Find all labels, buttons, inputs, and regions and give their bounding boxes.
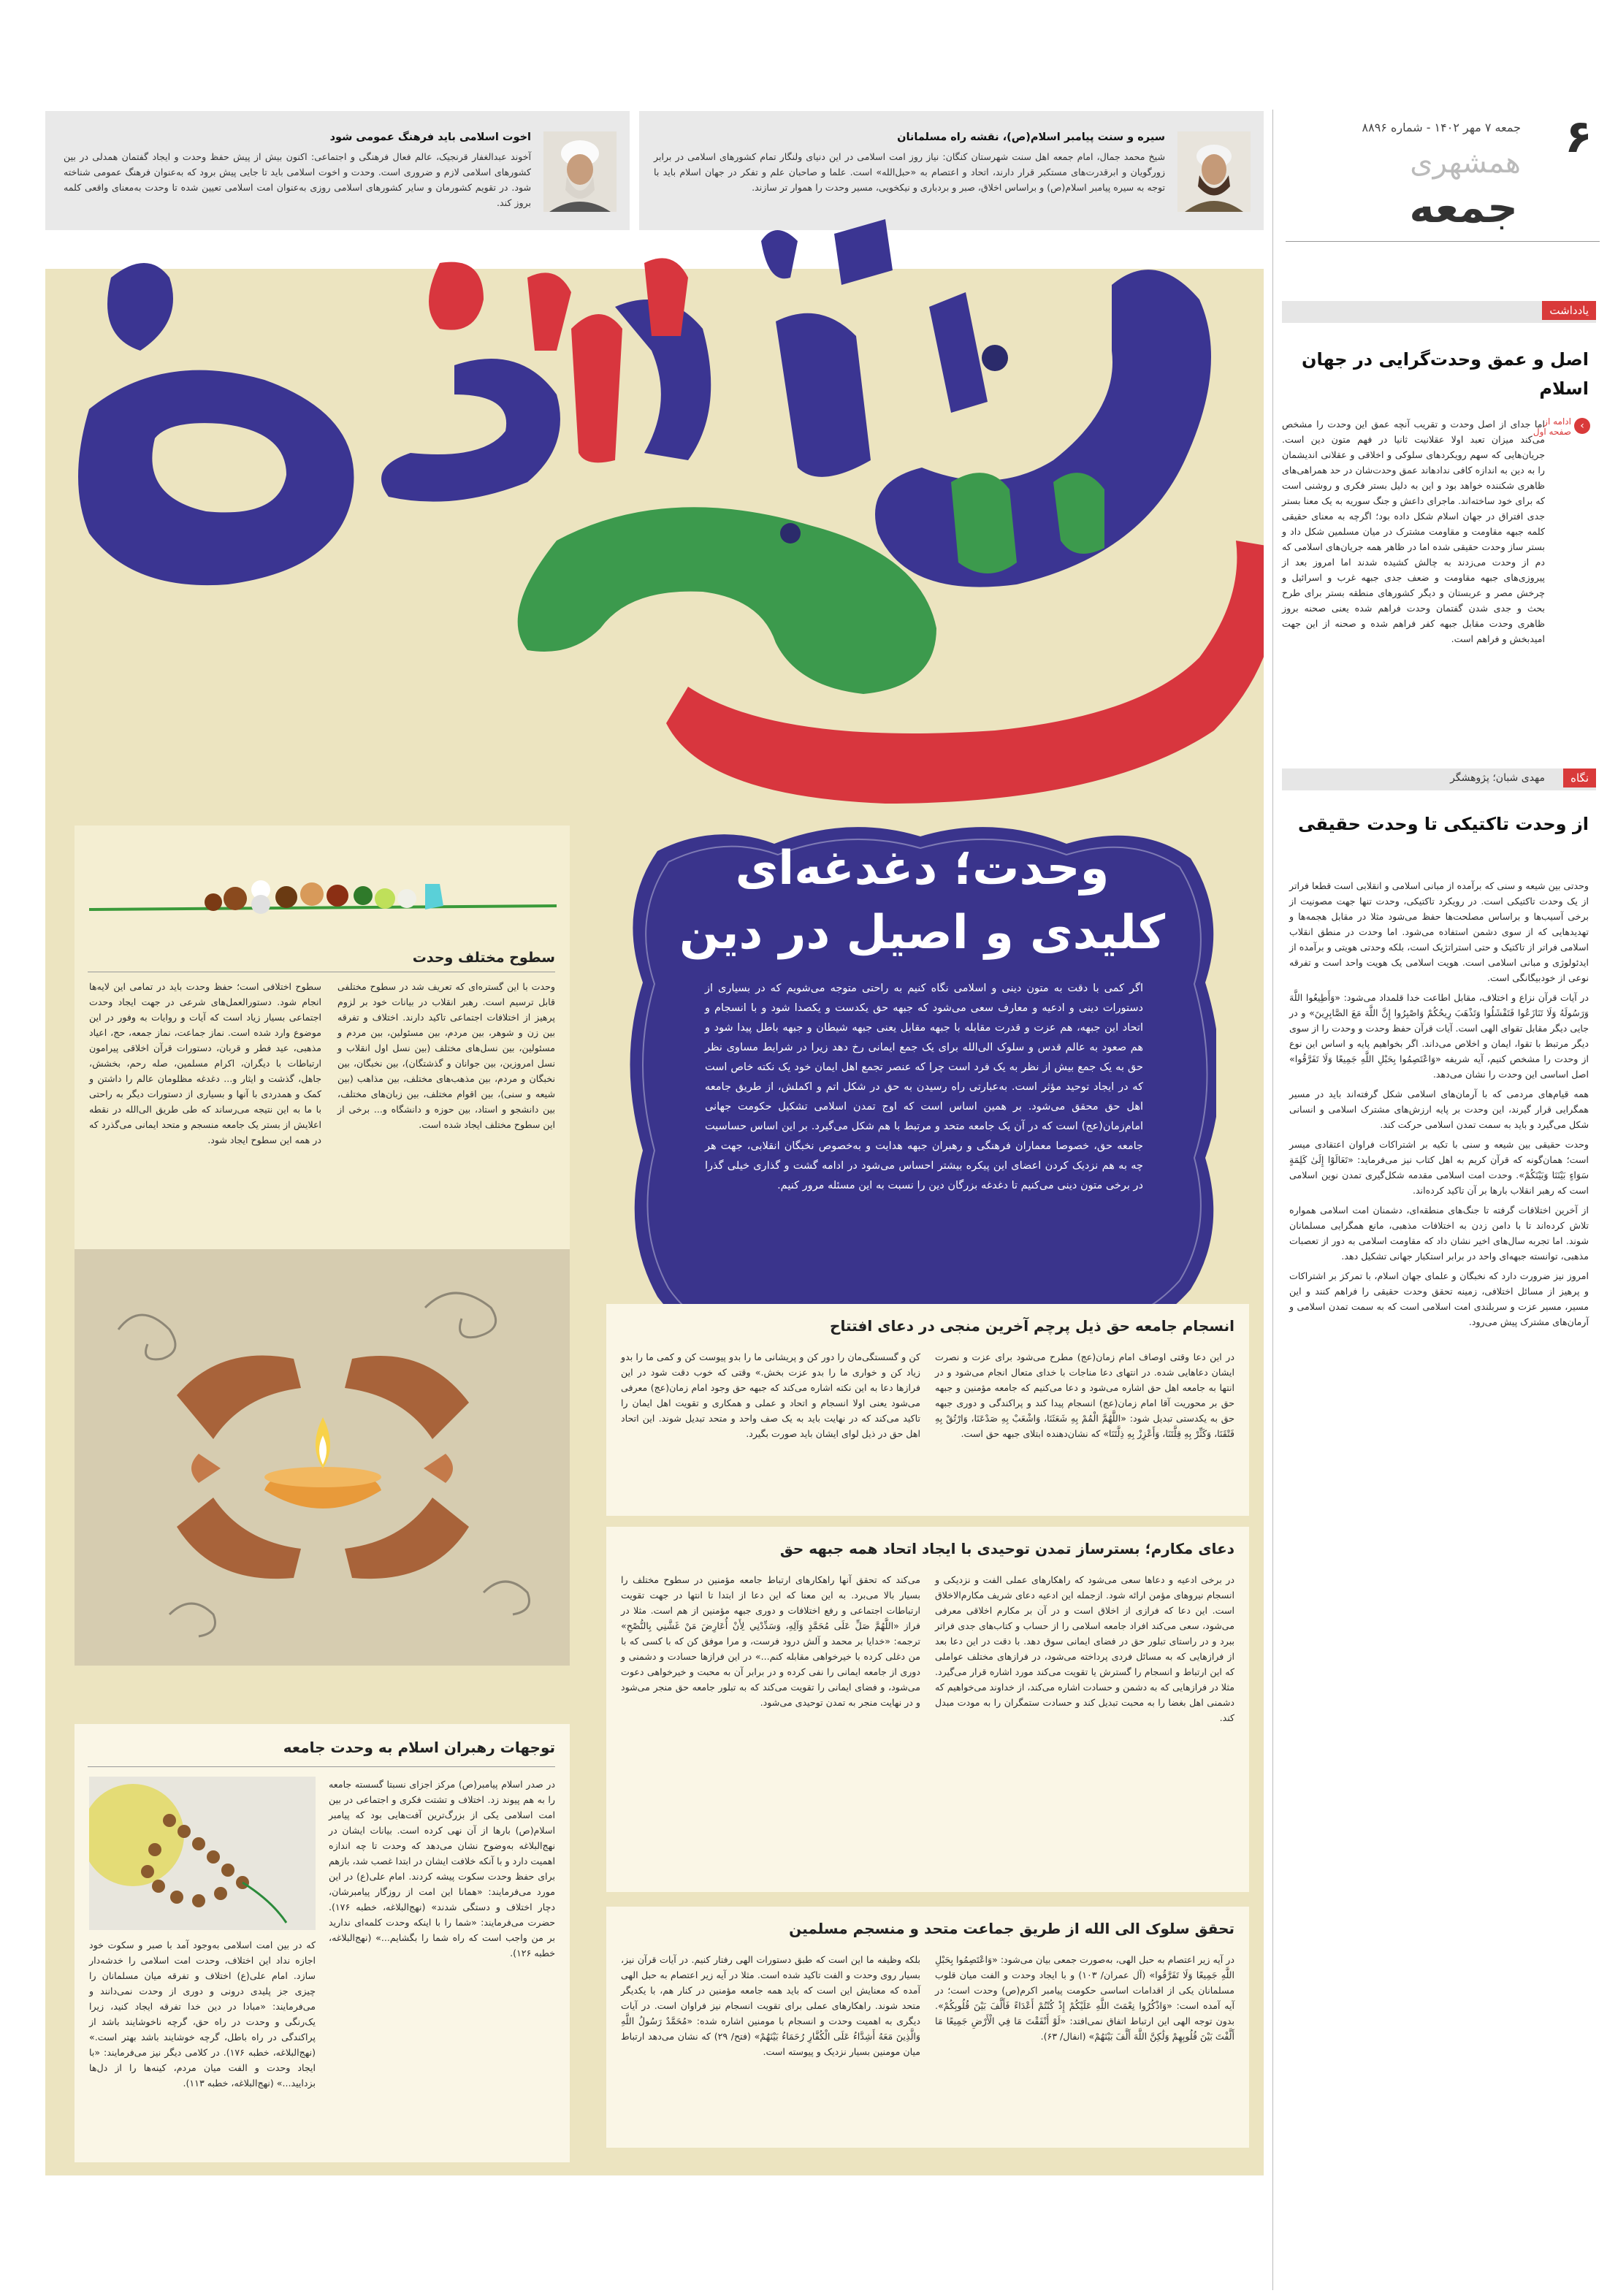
article-makarem (606, 1527, 1249, 1892)
look-title: از وحدت تاکتیکی تا وحدت حقیقی (1298, 814, 1589, 834)
lead-title-line-2: کلیدی و اصیل در دین (679, 906, 1166, 960)
note-body: اما جدای از اصل وحدت و تقریب آنچه عمق این وحدت را مشخص می‌کند میزان تعبد اولا عقلانیت ثانیا در فهم متون دین است. جریان‌هایی که سهم رویکردهای سلوکی و اخلاقی و عقلانی اندیشمان را به دین به اندازه کافی ندادهاند عمق وحدت‌شان در حد همراهی‌های ظاهری شکننده خواهد بود و این به دلیل بستر فکری و روشنی است که برای خود ساخته‌اند. ماجرای داعش و جنگ سوریه به یک معنا بستر جدی افتراق در جهان اسلام شکل داده بود؛ اگرچه به معنای حقیقی کلمه جبهه مقاومت و مقاومت مشترک در میان مسلمین شکل داد و بستر ساز وحدت حقیقی شده اما در ظاهر همه جریان‌های اسلامی که دم از وحدت می‌زدند به چالش کشیده شدند اما امروز بعد از پیروزی‌های جبهه مقاومت و ضعف جدی جبهه غرب و اسرائیل و چرخش مصر و عربستان و دیگر کشورهای منطقه بستر برای طرح بحث و جدی شدن گفتمان وحدت فراهم شده یعنی صحنه بروز ظاهری وحدت مقابل جبهه کفر فراهم شده و صحنه از این جهت امیدبخش و فراهم است. (1282, 419, 1545, 644)
makarem-column-left: می‌کند که تحقق آنها راهکارهای ارتباط جامعه مؤمنین در سطوح مختلف را بسیار بالا می‌برد. به این معنا که این دعا از ابتدا تا انتها در جهت تقویت ارتباطات اجتماعی و رفع اختلافات و دوری جبهه مؤمنین از هم است. مثلا در فراز «اللَّهُمَّ صَلِّ عَلَى مُحَمَّدٍ وَآلِهِ، وَسَدِّدْنِي لِأَنْ أُعَارِضَ مَنْ غَشَّنِي بِالنُّصْحِ» ترجمه: «خدایا بر محمد و آلش درود فرست، و مرا موفق کن که با کسی که با من دغلی کرده با خیرخواهی مقابله کنم...» در این فرازها حسادت و دشمنی و دوری از جامعه ایمانی را نفی کرده و در برابر آن به محبت و خیرخواهی دعوت می‌شود، و فضای ایمانی را تقویت می‌کند که به تبلور جامعه حق منجر می‌شود و در نهایت منجر به تمدن توحیدی می‌شود. (621, 1574, 920, 1708)
continue-arrow-icon: ‹ (1574, 418, 1590, 434)
leaders-column-left: که در بین امت اسلامی به‌وجود آمد با صبر و سکوت خود اجازه نداد این اختلاف، وحدت امت اسلامی را خدشه‌دار سازد. امام علی(ع) اختلاف و تفرقه میان مسلمانان را چیزی جز پلیدی درونی و دوری از وحدت نمی‌دانند و می‌فرمایند: «مبادا در دین خدا تفرقه ایجاد کنید، زیرا یک‌رنگی و وحدت در راه حق، گرچه ناخوشایند باشد از پراکندگی در راه باطل، گرچه خوشایند باشد بهتر است.» (نهج‌البلاغه، خطبه ۱۷۶). در کلامی دیگر نیز می‌فرمایند: «با ایجاد وحدت و الفت میان مردم، کینه‌ها را از دل‌ها بزدایید...» (نهج‌البلاغه، خطبه ۱۱۳). (89, 1940, 316, 2089)
cleric-portrait-2 (543, 131, 617, 212)
look-body (1289, 878, 1589, 1334)
opinion-1-text: شیخ محمد جمال، امام جمعه اهل سنت شهرستان کنگان: نیاز روز امت اسلامی در این دنیای ولنگار تمام کشورهای اسلامی در برابر زورگویان و ابرقدرت‌های مستکبر قرار دارند، اتحاد و اعتصام به «حبل‌الله» است. علما و صاحبان علم و تفکر در جهان اسلام باید با توجه به سیره پیامبر اسلام(ص) و براساس اخلاق، صبر و بردباری و نیکخویی، مسیر وحدت را هموار تر سازند. (654, 151, 1165, 193)
lead-body: اگر کمی با دقت به متون دینی و اسلامی نگاه کنیم به راحتی متوجه می‌شویم که در بسیاری از دستورات دینی و ادعیه و معارف سعی می‌شود که جبهه حق یکدست و یکصدا شود و با انسجام و اتحاد این جبهه، هم عزت و قدرت مقابله با جبهه مقابل یعنی جبهه شیطان و جبهه باطل پیدا شود و هم صعود به عالم قدس و سلوک الی‌الله برای یک جمع ایمانی رخ دهد زیرا در شرایط مساوی نظر حق به یک جمع بیش از نظر به یک فرد است چرا که عنصر تجمع اهل ایمان خود یک نکته خاص است که در ایجاد توحید مؤثر است. به‌عبارتی راه رسیدن به حق در شکل اتم و اکملش، از طریق جامعه اهل حق محقق می‌شود. بر همین اساس است که اوج تمدن اسلامی تشکیل حکومت جهانی امام‌زمان(عج) است که در آن یک جامعه متحد و مرتبط با هم شکل می‌گیرد. بر این اساس حساسیت جامعه حق، خصوصا معماران فرهنگی و رهبران جبهه هدایت و به‌خصوص نخبگان انقلابی، جهت هر چه به هم نزدیک کردن اعضای این پیکره بیشتر احساس می‌شود در ادامه گشت و گذاری خیلی گذرا در برخی متون دینی می‌کنیم تا دغدغه بزرگان دین را نسبت به این مسئله مرور کنیم. (705, 983, 1143, 1191)
issue-line: جمعه ۷ مهر ۱۴۰۲ - شماره ۸۸۹۶ (1362, 121, 1521, 134)
levels-column-right: وحدت با این گستره‌ای که تعریف شد در سطوح مختلفی قابل ترسیم است. رهبر انقلاب در بیانات خود بر لزوم پرهیز از اختلافات اجتماعی تاکید دارند. اختلاف و تفرقه بین زن و شوهر، بین مردم، بین مسئولین، بین مردم و مسئولین، بین نسل‌های مختلف (بین نسل اول انقلاب و نسل امروزین، بین جوانان و گذشتگان)، بین نخبگان، بین نخبگان و مردم، بین مذهب‌های مختلف، بین مذاهب (بین شیعه و سنی)، بین اقوام مختلف، بین زبان‌های مختلف، بین دانشجو و استاد، بین حوزه و دانشگاه و... برخی از این سطوح مختلف ایجاد شده است. (337, 981, 555, 1130)
look-paragraph: امروز نیز ضرورت دارد که نخبگان و علمای جهان اسلام، با تمرکز بر اشتراکات و پرهیز از مسائل اختلافی، زمینه تحقق وحدت حقیقی را فراهم کنند و این مسیر، مسیر عزت و سربلندی امت اسلامی است که به سمت تمدن اسلامی و آرمان‌های مشترک پیش می‌رود. (1289, 1270, 1589, 1327)
note-tag: یادداشت (1542, 301, 1596, 320)
leaders-column-right: در صدر اسلام پیامبر(ص) مرکز اجزای نسبتا گسسته جامعه را به هم پیوند زد. اختلاف و تشتت فکری و اجتماعی در بین امت اسلامی یکی از بزرگ‌ترین آفت‌هایی بود که پیامبر اسلام(ص) بارها از آن نهی کرده است. بیانات ایشان در نهج‌البلاغه به‌وضوح نشان می‌دهد که وحدت تا چه اندازه اهمیت دارد و با آنکه خلافت ایشان در ابتدا غصب شد، بازهم برای حفظ وحدت سکوت پیشه کردند. امام علی(ع) در این مورد می‌فرمایند: «همانا این امت از روزگار پیامبرشان، دچار اختلاف و دستگی شدند» (نهج‌البلاغه، خطبه ۱۷۶). حضرت می‌فرمایند: «شما را با اینکه وحدت کلمه‌ای ندارید بر من واجب است که راه شما را بگشایم...» (نهج‌البلاغه، خطبه ۱۲۶). (329, 1779, 555, 1959)
lead-plaque (628, 822, 1216, 1362)
opinion-strip-2 (45, 111, 630, 230)
suluk-title: تحقق سلوک الی الله از طریق جماعت متحد و منسجم مسلمین (789, 1920, 1234, 1937)
levels-column-left: سطوح اختلافی است؛ حفظ وحدت باید در تمامی این لایه‌ها انجام شود. دستورالعمل‌های شرعی در جهت ایجاد وحدت اجتماعی بسیار زیاد است که آیات و روایات به وفور در این موضوع وارد شده است. نماز جماعت، نماز جمعه، حج، اعیاد مذهبی، عید فطر و قربان، دستورات قرآن اخلاقی پیرامون ارتباطات با دیگران، اکرام مسلمین، صله رحم، بخشش، جاهل، گذشت و ایثار و... دغدغه مظلومان عالم را داشتن و کمک و همدردی با آنها و بسیاری از دستورات دیگر به راحتی با ما به این نتیجه می‌رساند که طی طریق الی‌الله در نقطه اعلایش از بستر یک جامعه منسجم و متحد ایمانی می‌گذرد که در همه این سطوح ایجاد شود. (89, 981, 321, 1145)
opinion-2-title: اخوت اسلامی باید فرهنگ عمومی شود (329, 131, 531, 143)
iftitah-title: انسجام جامعه حق ذیل پرچم آخرین منجی در دعای افتتاح (830, 1317, 1234, 1335)
makarem-title: دعای مکارم؛ بسترساز تمدن توحیدی با ایجاد اتحاد همه جبهه حق (779, 1540, 1234, 1557)
lead-title-line-1: وحدت؛ دغدغه‌ای (735, 842, 1110, 896)
note-title: اصل و عمق وحدت‌گرایی در جهان اسلام (1301, 349, 1589, 399)
hands-lamp-artwork (75, 1249, 570, 1666)
look-tag-bar (1282, 768, 1596, 790)
suluk-column-left: بلکه وظیفه ما این است که طبق دستورات الهی رفتار کنیم. در آیات قرآن نیز، بسیار روی وحدت و الفت تاکید شده است. مثلا در آیه زیر اعتصام به حبل الهی آمده که معنایش این است که باید همه جامعه مؤمنین در کنار هم، با یکدیگر متحد شوند. راهکارهای عملی برای تقویت انسجام نیز فراوان است. در آیات دیگری به اهمیت وحدت و انسجام با مومنین اشاره شده: «مُحَمَّدٌ رَسُولُ اللَّهِ وَالَّذِينَ مَعَهُ أَشِدَّاءُ عَلَى الْكُفَّارِ رُحَمَاءُ بَيْنَهُمْ» (فتح/ ۲۹) که نشان می‌دهد ارتباط میان مومنین بسیار نزدیک و پیوسته است. (621, 1954, 920, 2057)
look-author: مهدی شبان؛ پژوهشگر (1450, 772, 1545, 784)
makarem-column-right: در برخی ادعیه و دعاها سعی می‌شود که راهکارهای عملی الفت و نزدیکی و انسجام نیروهای مؤمن ارائه شود. ازجمله این ادعیه دعای شریف مکارم‌الاخلاق است. این دعا که فرازی از اخلاق است و در آن بر مکارم اخلاقی معرفی می‌شود، سعی می‌کند افراد جامعه اسلامی را از حساب و کتاب‌های جدی فراتر ببرد و در راستای تبلور حق در فضای ایمانی سوق دهد. با دقت در این دعا بعد از فرازهایی که به مسائل فردی پرداخته می‌شود، در فرازهای مختلف عواملی که این ارتباط و انسجام را گسترش یا تقویت می‌کند مورد اشاره قرار می‌گیرد. مثلا در فرازهایی که به دشمن و حسادت اشاره می‌کند، از خداوند می‌خواهیم که دشمنی اهل بغضا را به محبت تبدیل کند و حسادت ستمگران را به مودت مبدل کند. (935, 1574, 1234, 1723)
article-suluk (606, 1907, 1249, 2148)
note-continue-label: ادامه از صفحه اول (1532, 416, 1571, 437)
leaders-title: توجهات رهبران اسلام به وحدت جامعه (283, 1739, 555, 1756)
suluk-column-right: در آیه زیر اعتصام به حبل الهی، به‌صورت جمعی بیان می‌شود: «وَاعْتَصِمُوا بِحَبْلِ اللَّهِ جَمِيعًا وَلَا تَفَرَّقُوا» (آل عمران/ ۱۰۳) و با ایجاد وحدت و الفت میان قلوب مسلمانان یکی از اقدامات اساسی حکومت پیامبر اکرم(ص) وحدت است؛ در آیه آمده است: «وَاذْكُرُوا نِعْمَتَ اللَّهِ عَلَيْكُمْ إِذْ كُنْتُمْ أَعْدَاءً فَأَلَّفَ بَيْنَ قُلُوبِكُمْ». بدون توجه الهی این ارتباط اتفاق نمی‌افتد: «لَوْ أَنْفَقْتَ مَا فِي الْأَرْضِ جَمِيعًا مَا أَلَّفْتَ بَيْنَ قُلُوبِهِمْ وَلَٰكِنَّ اللَّهَ أَلَّفَ بَيْنَهُمْ» (انفال/ ۶۳). (935, 1954, 1234, 2042)
iftitah-column-right: در این دعا وقتی اوصاف امام زمان(عج) مطرح می‌شود برای عزت و نصرت ایشان دعاهایی شده. در انتهای دعا مناجات با خدای متعال انجام می‌شود و در انتها به جامعه اهل حق اشاره می‌شود و دعا می‌کنیم که جامعه مؤمنین و جبهه حق بر محوریت آقا امام زمان(عج) انسجام پیدا کند و پراکندگی و دوری جبهه حق به یکدستی تبدیل شود: «اللَّهُمَّ الْمُمْ بِهِ شَعَثَنَا، وَاشْعَبْ بِهِ صَدْعَنَا، وَارْتُقْ بِهِ فَتْقَنَا، وَكَثِّرْ بِهِ قِلَّتَنَا، وَأَعْزِزْ بِهِ ذِلَّتَنَا» که نشان‌دهنده ابتلای جبهه حق است. (935, 1351, 1234, 1439)
note-tag-bar (1282, 301, 1596, 323)
prayer-beads-image (89, 840, 557, 935)
page-number: ۶ (1565, 110, 1592, 163)
section-name: جمعه (1409, 183, 1518, 232)
levels-title: سطوح مختلف وحدت (412, 950, 555, 966)
look-paragraph: وحدت حقیقی بین شیعه و سنی با تکیه بر اشتراکات فراوان اعتقادی میسر است؛ همان‌گونه که قرآن کریم به اهل کتاب نیز می‌فرماید: «تَعَالَوْا إِلَىٰ كَلِمَةٍ سَوَاءٍ بَيْنَنَا وَبَيْنَكُمْ». وحدت امت اسلامی مقدمه شکل‌گیری تمدن نوین اسلامی است که رهبر انقلاب بارها بر آن تاکید کرده‌اند. (1289, 1139, 1589, 1196)
look-paragraph: در آیات قرآن نزاع و اختلاف، مقابل اطاعت خدا قلمداد می‌شود: «وَأَطِيعُوا اللَّهَ وَرَسُولَهُ وَلَا تَنَازَعُوا فَتَفْشَلُوا وَتَذْهَبَ رِيحُكُمْ وَاصْبِرُوا إِنَّ اللَّهَ مَعَ الصَّابِرِينَ» و در جایی دیگر مقابل تقوای الهی است. آیات قرآن حفظ وحدت و وحدت را از سوی دیگر مرتبط با تقوا، ایمان و اخلاص می‌داند. اگر بخواهیم پایه و اساس این نوع از وحدت را مشخص کنیم، آیه شریفه «وَاعْتَصِمُوا بِحَبْلِ اللَّهِ جَمِيعًا وَلَا تَفَرَّقُوا» اصل اساسی این وحدت را نشان می‌دهد. (1289, 992, 1589, 1080)
calligraphy-artwork (45, 219, 1264, 804)
leaders-rule (88, 1766, 555, 1767)
article-iftitah (606, 1304, 1249, 1516)
rosary-image (89, 1777, 316, 1930)
opinion-2-text: آخوند عبدالغفار قرنجیک، عالم فعال فرهنگی و اجتماعی: اکنون بیش از پیش حفظ وحدت و ایجاد گفتمان همدلی در بین کشورهای اسلامی لازم و ضروری است. وحدت و اخوت اسلامی باید تا جایی پیش برود که به‌عنوان فرهنگ عمومی شناخته شود. در تقویم کشورمان و سایر کشورهای اسلامی روزی به‌عنوان امت اسلامی تعیین شده تا وحدت به‌معنای واقعی کلمه بروز کند. (64, 151, 531, 208)
look-paragraph: از آخرین اختلافات گرفته تا جنگ‌های منطقه‌ای، دشمنان امت اسلامی همواره تلاش کرده‌اند تا با دامن زدن به اختلافات مذهبی، مانع همگرایی مسلمانان شوند. اما تجربه سال‌های اخیر نشان داد که مقاومت اسلامی به دور از تعصبات مذهبی، توانسته جبهه‌ای واحد در برابر استکبار جهانی تشکیل دهد. (1289, 1205, 1589, 1262)
look-paragraph: وحدتی بین شیعه و سنی که برآمده از مبانی اسلامی و انقلابی است قطعا فراتر از یک وحدت تاکتیکی است. در رویکرد تاکتیکی، وحدت تنها جهت مصونیت از برخی آسیب‌ها و براساس مصلحت‌ها حفظ می‌شود مثلا در مقابل هجمه‌ها و تهدیدهایی که از سوی دشمن استفاده می‌شود. اما وحدت در منطق انقلاب اسلامی فراتر از تاکتیک و حتی استراتژیک است، بلکه وحدتی هویتی و برآمده از ایدئولوژی و مبانی اسلامی است. هویت اسلامی یک هویت واحد است و تفرقه نوعی از خودبیگانگی است. (1289, 880, 1589, 983)
look-tag: نگاه (1563, 768, 1596, 787)
look-column (1282, 768, 1596, 2288)
lead-title (628, 836, 1216, 965)
opinion-1-title: سیره و سنت پیامبر اسلام(ص)، نقشه راه مسلمانان (897, 131, 1165, 143)
iftitah-column-left: کن و گسستگی‌مان را دور کن و پریشانی ما را بدو پیوست کن و کمی ما را بدو زیاد کن و خواری ما را بدو عزت بخش.» وقتی که خوب دقت شود در این فرازها دعا به این نکته اشاره می‌کند که جبهه حق وجود امام زمان(عج) معرفی می‌شود یعنی اولا انسجام و اتحاد و عملی و همکاری و تقویت اهل ایمان را تاکید می‌کند که در نهایت باید به یک صف واحد و متحد تبدیل شوند. این اتحاد اهل حق در ذیل لوای ایشان باید صورت بگیرد. (621, 1351, 920, 1439)
article-leaders (75, 1724, 570, 2162)
opinion-strip-1 (639, 111, 1264, 230)
cleric-portrait-1 (1177, 131, 1251, 212)
levels-article (75, 825, 570, 1256)
paper-logo: همشهری (1410, 146, 1521, 180)
masthead-divider (1286, 241, 1600, 242)
note-column (1282, 301, 1596, 768)
look-paragraph: همه قیام‌های مردمی که با آرمان‌های اسلامی شکل گرفته‌اند باید در مسیر همگرایی قرار گیرند، این وحدت بر پایه ارزش‌های مشترک اسلامی و انسانی شکل می‌گیرد و باید به سمت تمدن اسلامی حرکت کند. (1289, 1088, 1589, 1130)
column-rule (1272, 110, 1273, 2290)
